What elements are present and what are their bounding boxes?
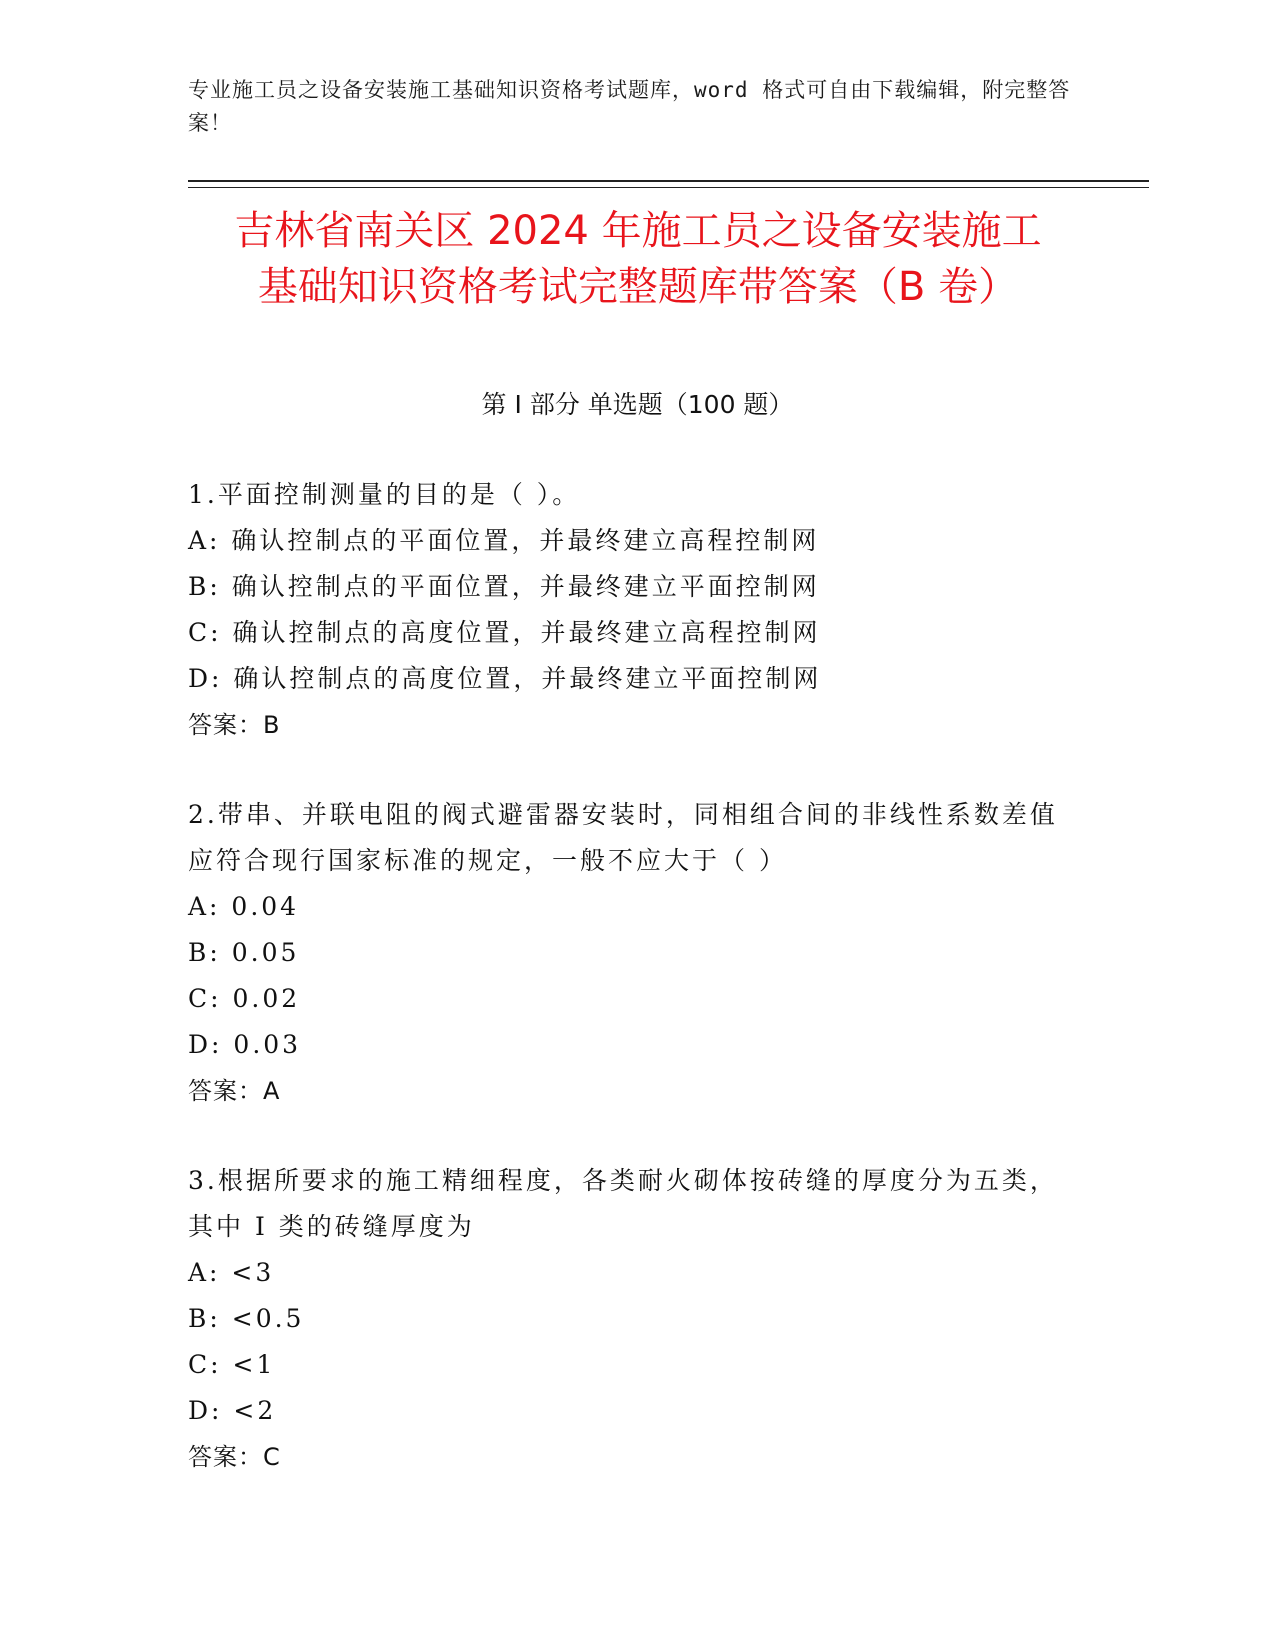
option-c: C: <1 [188, 1350, 276, 1379]
document-title-line-2: 基础知识资格考试完整题库带答案（B 卷） [257, 264, 1019, 310]
option-b: B: 确认控制点的平面位置，并最终建立平面控制网 [188, 572, 820, 601]
option-a: A: 0.04 [188, 892, 300, 921]
option-b: B: <0.5 [188, 1304, 305, 1333]
option-c: C: 确认控制点的高度位置，并最终建立高程控制网 [188, 618, 821, 647]
question-stem: 1.平面控制测量的目的是（ ）。 [188, 480, 581, 509]
question-stem: 3.根据所要求的施工精细程度，各类耐火砌体按砖缝的厚度分为五类，其中 I 类的砖缝厚度为 [188, 1166, 1058, 1241]
option-a: A: 确认控制点的平面位置，并最终建立高程控制网 [188, 526, 820, 555]
option-d: D: <2 [188, 1396, 277, 1425]
document-title-line-1: 吉林省南关区 2024 年施工员之设备安装施工 [234, 208, 1042, 254]
option-d: D: 确认控制点的高度位置，并最终建立平面控制网 [188, 664, 822, 693]
answer-label: 答案：C [188, 1443, 281, 1471]
question-2 [188, 792, 1068, 1114]
option-a: A: <3 [188, 1258, 275, 1287]
answer-label: 答案：B [188, 711, 281, 739]
section-heading: 第 I 部分 单选题（100 题） [481, 390, 794, 419]
answer-label: 答案：A [188, 1077, 281, 1105]
question-1 [188, 472, 1068, 748]
document-title [188, 203, 1088, 315]
option-c: C: 0.02 [188, 984, 301, 1013]
header-divider-thick [188, 180, 1149, 182]
question-list [188, 472, 1068, 1524]
option-b: B: 0.05 [188, 938, 300, 967]
option-d: D: 0.03 [188, 1030, 302, 1059]
header-note: 专业施工员之设备安装施工基础知识资格考试题库，word 格式可自由下载编辑，附完整答案！ [188, 78, 1071, 135]
header-divider-thin [188, 187, 1149, 188]
question-stem: 2.带串、并联电阻的阀式避雷器安装时，同相组合间的非线性系数差值应符合现行国家标准的规定，一般不应大于（ ） [188, 800, 1058, 875]
question-3 [188, 1158, 1068, 1480]
